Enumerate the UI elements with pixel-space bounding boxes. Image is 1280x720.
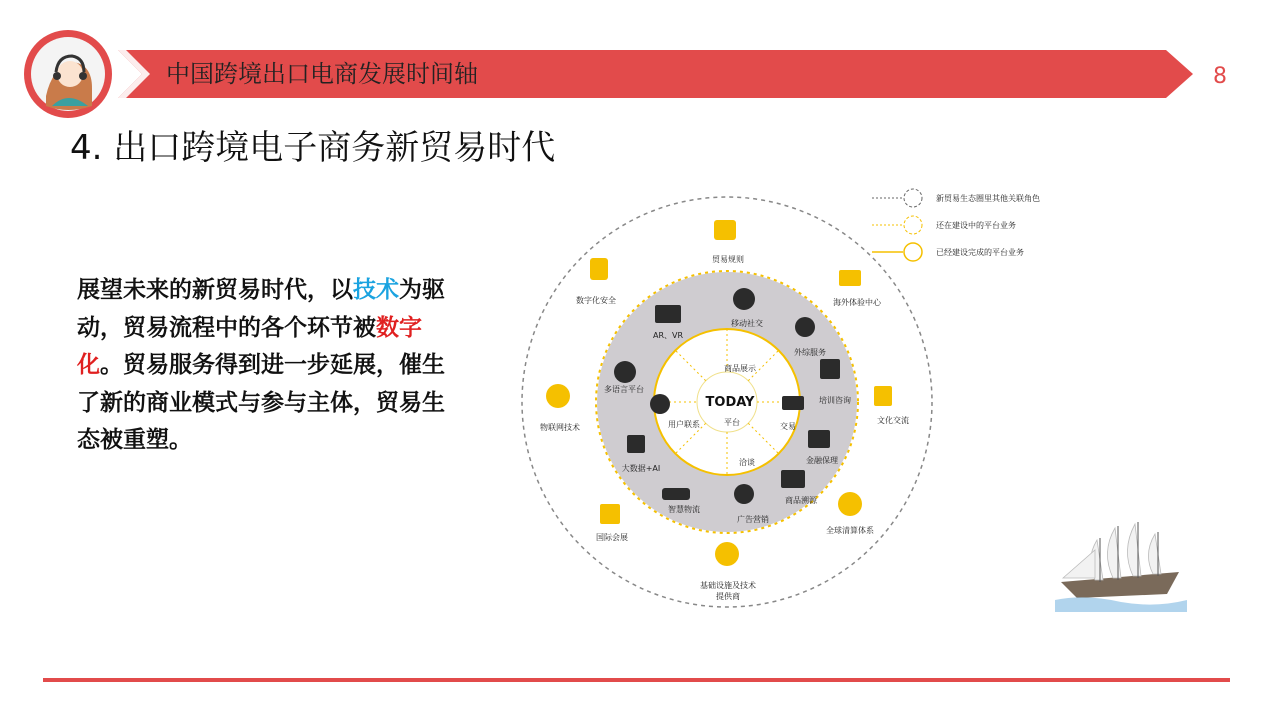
body-text-2: 为驱动，贸易流程中的各个环节被 bbox=[77, 277, 445, 341]
label-product-traceability: 商品溯源 bbox=[785, 496, 817, 505]
header-title: 中国跨境出口电商发展时间轴 bbox=[166, 60, 478, 88]
label-smart-logistics: 智慧物流 bbox=[668, 505, 700, 514]
label-platform: 平台 bbox=[724, 418, 740, 427]
header-banner bbox=[118, 50, 1193, 98]
legend-text-completed: 已经建设完成的平台业务 bbox=[936, 248, 1024, 257]
highlight-technology: 技术 bbox=[353, 277, 399, 303]
label-iot: 物联网技术 bbox=[540, 423, 580, 432]
label-ar-vr: AR、VR bbox=[652, 331, 684, 340]
label-advertising: 广告营销 bbox=[737, 515, 769, 524]
sailing-ship-image bbox=[1055, 520, 1187, 612]
legend-item-in-construction bbox=[870, 215, 1070, 235]
label-user-contact: 用户联系 bbox=[668, 420, 700, 429]
diagram-legend bbox=[870, 188, 1070, 268]
label-multilingual-platform: 多语言平台 bbox=[604, 385, 644, 394]
label-today: TODAY bbox=[705, 395, 755, 410]
body-paragraph bbox=[77, 272, 467, 460]
label-overseas-experience-center: 海外体验中心 bbox=[833, 298, 881, 307]
legend-item-completed bbox=[870, 242, 1070, 262]
label-mobile-social: 移动社交 bbox=[731, 319, 763, 328]
legend-text-in-construction: 还在建设中的平台业务 bbox=[936, 221, 1016, 230]
label-foreign-trade-service: 外综服务 bbox=[794, 348, 826, 357]
label-bigdata-ai: 大数据+AI bbox=[621, 464, 661, 473]
body-text-1: 展望未来的新贸易时代，以 bbox=[77, 277, 353, 303]
label-trade-rules: 贸易规则 bbox=[712, 255, 744, 264]
body-text-3: 。贸易服务得到进一步延展，催生了新的商业模式与参与主体，贸易生态被重塑。 bbox=[77, 352, 445, 453]
label-transaction: 交易 bbox=[780, 422, 796, 431]
label-infrastructure: 基础设施及技术 bbox=[700, 581, 756, 590]
legend-text-related-roles: 新贸易生态圈里其他关联角色 bbox=[936, 194, 1040, 203]
label-infrastructure-provider: 提供商 bbox=[716, 592, 740, 601]
legend-item-related-roles bbox=[870, 188, 1070, 208]
label-product-display: 商品展示 bbox=[724, 364, 756, 373]
footer-divider bbox=[43, 678, 1230, 682]
label-negotiation: 洽谈 bbox=[739, 458, 755, 467]
label-global-clearing: 全球清算体系 bbox=[826, 526, 874, 535]
label-financial-factoring: 金融保理 bbox=[806, 456, 838, 465]
highlight-digitization: 数字化 bbox=[77, 314, 422, 378]
label-cultural-exchange: 文化交流 bbox=[877, 416, 909, 425]
label-training-consulting: 培训咨询 bbox=[819, 396, 851, 405]
logo-avatar bbox=[22, 28, 114, 120]
slide-title: 4. 出口跨境电子商务新贸易时代 bbox=[70, 128, 556, 168]
label-digital-security: 数字化安全 bbox=[576, 296, 616, 305]
page-number: 8 bbox=[1213, 64, 1227, 89]
label-intl-exhibition: 国际会展 bbox=[596, 533, 628, 542]
